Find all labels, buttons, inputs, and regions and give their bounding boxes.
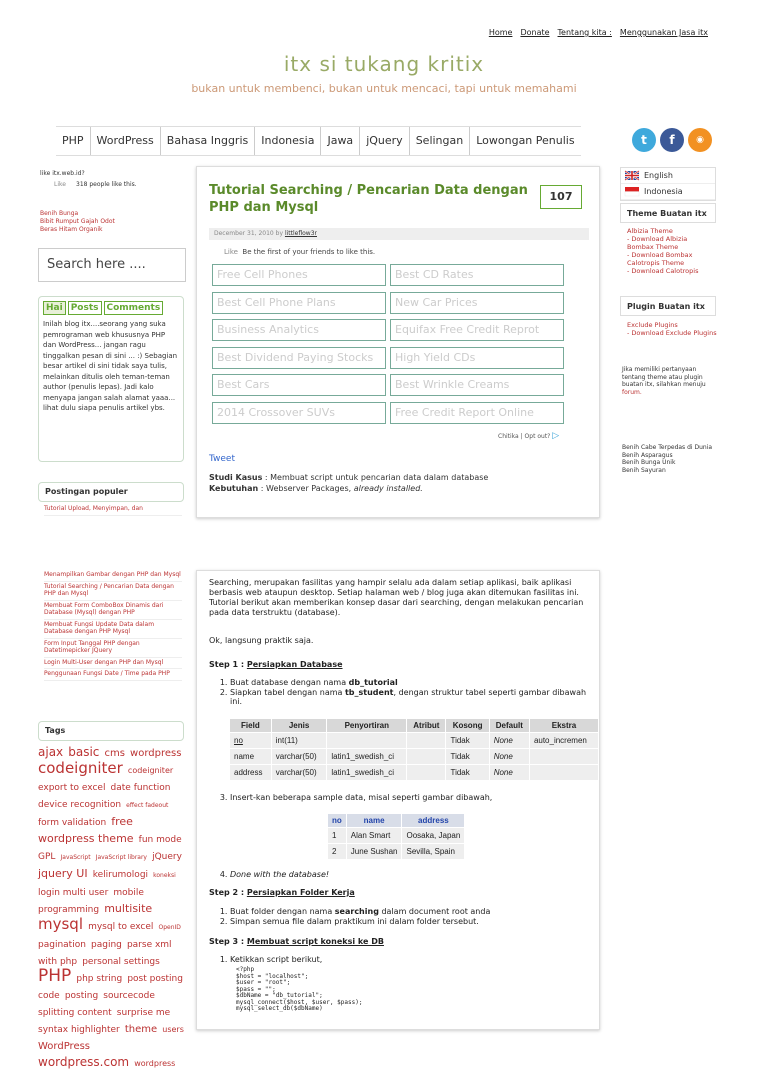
- top-link-donate[interactable]: Donate: [520, 28, 550, 37]
- ad-choices[interactable]: [498, 431, 559, 441]
- left-links: [40, 210, 115, 234]
- step2-title: Persiapkan Folder Kerja: [246, 888, 355, 897]
- table-cell: Sevilla, Spain: [402, 844, 465, 860]
- content-intro: Searching, merupakan fasilitas yang hampir selalu ada dalam setiap aplikasi, baik aplikasi berbasis web ataupun desktop. Setiap halaman web / blog juga akan ditemukan fasilitas ini. Tutorial berikut akan memberikan konsep dasar dari searching, dengan melakukan pencarian pada data terstruktu (database).: [209, 578, 584, 617]
- popular-widget-title: Postingan populer: [38, 482, 184, 502]
- contact-message: Jika memiliki pertanyaan tentang theme atau plugin buatan itx, silahkan menuju: [622, 366, 706, 388]
- tag-link[interactable]: mobile programming: [38, 888, 144, 915]
- ad-link[interactable]: Free Credit Report Online: [390, 402, 564, 424]
- tag-link[interactable]: syntax highlighter: [38, 1025, 120, 1035]
- nav-item-bahasa-inggris[interactable]: Bahasa Inggris: [161, 127, 255, 155]
- top-link-home[interactable]: Home: [488, 28, 513, 37]
- tag-link[interactable]: koneksi: [153, 872, 176, 879]
- table-header: Kosong: [446, 719, 489, 733]
- item-text: Siapkan tabel dengan nama: [230, 687, 345, 697]
- lang-label: Indonesia: [644, 187, 683, 196]
- table-header: address: [402, 814, 465, 828]
- uk-flag-icon: [625, 171, 639, 180]
- theme-list: [627, 227, 723, 275]
- comment-count[interactable]: 107: [540, 185, 582, 209]
- seed-link[interactable]: Benih Sayuran: [622, 466, 666, 474]
- tag-link[interactable]: wordpress: [130, 748, 182, 759]
- table-cell: None: [489, 733, 529, 749]
- table-cell: 2: [328, 844, 347, 860]
- indonesia-flag-icon: [625, 187, 639, 196]
- table-cell: int(11): [271, 733, 327, 749]
- tag-link[interactable]: basic: [68, 745, 100, 759]
- theme-link[interactable]: Albizia Theme: [627, 227, 673, 235]
- table-header: Atribut: [407, 719, 446, 733]
- tag-link[interactable]: splitting content: [38, 1008, 112, 1018]
- popular-item[interactable]: Tutorial Searching / Pencarian Data dengan PHP dan Mysql: [44, 582, 182, 601]
- main-nav: [56, 126, 581, 156]
- post-by: by: [275, 230, 284, 237]
- tag-link[interactable]: pagination: [38, 940, 86, 950]
- list-item: 1. Ketikkan script berikut,: [230, 955, 598, 965]
- post-author[interactable]: littleflow3r: [284, 230, 317, 237]
- kebutuhan-label: Kebutuhan: [209, 484, 259, 493]
- step2-heading: Step 2 : Persiapkan Folder Kerja: [209, 888, 355, 897]
- table-cell: latin1_swedish_ci: [327, 749, 407, 765]
- tag-link[interactable]: sourcecode: [103, 991, 155, 1001]
- seed-links: [622, 444, 716, 474]
- tag-link[interactable]: posting: [64, 991, 99, 1001]
- twitter-icon[interactable]: t: [632, 128, 656, 152]
- nav-item-wordpress[interactable]: WordPress: [91, 127, 161, 155]
- table-cell: [529, 765, 598, 781]
- table-header: no: [328, 814, 347, 828]
- tag-link[interactable]: theme: [124, 1024, 158, 1035]
- tag-link[interactable]: jQuery: [152, 852, 182, 862]
- tag-link[interactable]: JavaScript library: [95, 854, 147, 861]
- popular-item[interactable]: Penggunaan Fungsi Date / Time pada PHP: [44, 669, 182, 681]
- tag-link[interactable]: export to excel: [38, 783, 106, 793]
- item-bold: db_tutorial: [348, 678, 398, 687]
- table-row: [230, 733, 599, 749]
- table-row: [328, 844, 465, 860]
- popular-item[interactable]: Form Input Tanggal PHP dengan Datetimepicker JQuery: [44, 639, 182, 658]
- item-text: Buat database dengan nama: [230, 678, 349, 687]
- post-like: [224, 248, 375, 256]
- tag-link[interactable]: wordpress: [134, 1059, 176, 1068]
- tag-link[interactable]: effect fadeout: [126, 802, 169, 809]
- popular-first: [44, 504, 182, 516]
- table-cell: Tidak: [446, 765, 489, 781]
- tag-link[interactable]: mysql: [38, 915, 83, 933]
- table-cell: [327, 733, 407, 749]
- plugin-list: [627, 321, 723, 337]
- list-item: [230, 907, 598, 917]
- step3-title: Membuat script koneksi ke DB: [246, 937, 384, 946]
- table-header: Ekstra: [529, 719, 598, 733]
- step2-num: Step 2: [209, 888, 239, 897]
- table-header: Field: [230, 719, 272, 733]
- theme-link[interactable]: - Download Bombax: [627, 251, 693, 259]
- tag-link[interactable]: users: [162, 1025, 184, 1034]
- site-tagline: bukan untuk membenci, bukan untuk mencaci, tapi untuk memahami: [191, 82, 577, 95]
- tab-posts[interactable]: Posts: [68, 301, 102, 315]
- nav-item-selingan[interactable]: Selingan: [410, 127, 471, 155]
- theme-widget-title: Theme Buatan itx: [620, 203, 716, 223]
- seed-link[interactable]: Benih Asparagus: [622, 451, 673, 459]
- list-item: 3. Insert-kan beberapa sample data, misal seperti gambar dibawah,: [230, 793, 598, 803]
- theme-link[interactable]: - Download Calotropis: [627, 267, 699, 275]
- ad-link[interactable]: New Car Prices: [390, 292, 564, 314]
- ad-link[interactable]: Best Wrinkle Creams: [390, 374, 564, 396]
- table-header: Default: [489, 719, 529, 733]
- tag-link[interactable]: form validation: [38, 818, 107, 828]
- rss-icon[interactable]: ◉: [688, 128, 712, 152]
- post-like-button[interactable]: Like: [224, 248, 238, 256]
- site-title[interactable]: itx si tukang kritix: [283, 52, 485, 76]
- table-cell: address: [230, 765, 272, 781]
- tag-link[interactable]: device recognition: [38, 800, 122, 810]
- plugin-widget-title: Plugin Buatan itx: [620, 296, 716, 316]
- lang-english[interactable]: [621, 168, 715, 184]
- studi-text: : Membuat script untuk pencarian data dalam database: [262, 473, 489, 482]
- like-question: like itx.web.id?: [40, 170, 85, 177]
- tag-link[interactable]: JavaScript: [60, 854, 91, 861]
- post-date: December 31, 2010: [214, 230, 274, 237]
- item-text: Buat folder dengan nama: [230, 907, 335, 916]
- tag-link[interactable]: wordpress.com: [38, 1055, 130, 1069]
- step3-heading: Step 3 : Membuat script koneksi ke DB: [209, 937, 384, 946]
- tag-link[interactable]: kelirumologi: [92, 870, 149, 880]
- seed-link[interactable]: Benih Cabe Terpedas di Dunia: [622, 444, 713, 451]
- table-cell: [407, 733, 446, 749]
- list-item: [230, 688, 598, 707]
- kebutuhan-text: : Webserver Packages,: [258, 484, 354, 493]
- table-row: [230, 765, 599, 781]
- table-cell: [529, 749, 598, 765]
- language-switcher: [620, 167, 716, 201]
- table-cell: 1: [328, 828, 347, 844]
- tag-cloud: [38, 744, 184, 1071]
- left-link[interactable]: Benih Bunga: [40, 210, 79, 217]
- nav-item-php[interactable]: PHP: [56, 127, 91, 155]
- seed-link[interactable]: Benih Bunga Unik: [622, 459, 676, 466]
- table-header: name: [346, 814, 402, 828]
- table-cell: name: [230, 749, 272, 765]
- nav-item-lowongan[interactable]: Lowongan Penulis: [476, 134, 575, 147]
- post-intro: [209, 472, 488, 494]
- list-item: [230, 678, 598, 688]
- step1-list: [218, 678, 598, 707]
- theme-link[interactable]: Calotropis Theme: [627, 259, 685, 267]
- search-input[interactable]: [38, 248, 186, 282]
- table-cell: Oosaka, Japan: [402, 828, 465, 844]
- nav-item-jquery[interactable]: jQuery: [360, 127, 410, 155]
- contact-text: [622, 366, 716, 396]
- ad-link[interactable]: Equifax Free Credit Reprot: [390, 319, 564, 341]
- tags-widget-title: Tags: [38, 721, 184, 741]
- content-ok: Ok, langsung praktik saja.: [209, 636, 314, 645]
- about-tabbox: [38, 296, 184, 462]
- nav-item-indonesia[interactable]: Indonesia: [255, 127, 321, 155]
- forum-link[interactable]: forum.: [622, 388, 642, 396]
- popular-list: [44, 570, 182, 681]
- step1-heading: Step 1 : Persiapkan Database: [209, 660, 343, 669]
- tag-link[interactable]: codeigniter: [127, 766, 174, 775]
- top-link-services[interactable]: Menggunakan Jasa itx: [619, 28, 708, 37]
- table-cell: Tidak: [446, 733, 489, 749]
- tag-link[interactable]: date function: [110, 783, 171, 793]
- popular-item[interactable]: Tutorial Upload, Menyimpan, dan: [44, 504, 182, 516]
- step1-list-4: [218, 870, 598, 880]
- ad-link[interactable]: Business Analytics: [212, 319, 386, 341]
- lang-label: English: [644, 171, 673, 180]
- list-item: 2. Simpan semua file dalam praktikum ini dalam folder tersebut.: [230, 917, 598, 927]
- table-row: [328, 828, 465, 844]
- left-link[interactable]: Bibit Rumput Gajah Odot: [40, 218, 115, 225]
- like-count: 318 people like this.: [76, 181, 137, 188]
- table-header: Jenis: [271, 719, 327, 733]
- table-header: Penyortiran: [327, 719, 407, 733]
- tab-hai[interactable]: Hai: [43, 301, 66, 315]
- table-structure-image: [229, 718, 599, 781]
- ad-link[interactable]: 2014 Crossover SUVs: [212, 402, 386, 424]
- code-block: <?php $host = "localhost"; $user = "root"; $pass = ""; $dbName = "db_tutorial"; mysql_connect($host, $user, $pass); mysql_select_db($dbName): [236, 966, 363, 1012]
- lang-indonesia[interactable]: [621, 184, 715, 200]
- ad-choices-label: Chitika | Opt out?: [498, 433, 551, 440]
- left-link[interactable]: Beras Hitam Organik: [40, 226, 103, 233]
- tag-link[interactable]: jquery UI: [38, 867, 88, 880]
- ad-link[interactable]: High Yield CDs: [390, 347, 564, 369]
- table-cell: Alan Smart: [346, 828, 402, 844]
- tag-link[interactable]: personal settings: [82, 957, 160, 967]
- tag-link[interactable]: OpenID: [158, 924, 181, 931]
- popular-item[interactable]: Membuat Form ComboBox Dinamis dari Database (Mysql) dengan PHP: [44, 601, 182, 620]
- about-tabs: [43, 301, 179, 315]
- item-text: dalam document root anda: [378, 907, 491, 916]
- table-cell: [407, 749, 446, 765]
- tag-link[interactable]: codeigniter: [38, 759, 123, 777]
- tag-link[interactable]: login multi user: [38, 888, 109, 898]
- top-links: [489, 28, 708, 37]
- tag-link[interactable]: php string: [76, 974, 123, 984]
- table-cell: latin1_swedish_ci: [327, 765, 407, 781]
- plugin-link[interactable]: Exclude Plugins: [627, 321, 678, 329]
- list-item: [230, 870, 598, 880]
- ad-link[interactable]: Best Dividend Paying Stocks: [212, 347, 386, 369]
- tag-link[interactable]: free wordpress theme: [38, 815, 134, 845]
- item-bold: searching: [334, 907, 379, 916]
- item-bold: tb_student: [344, 687, 394, 697]
- adchoices-icon: ▷: [552, 431, 560, 441]
- tag-link[interactable]: ajax: [38, 745, 64, 759]
- table-sample-data-image: [327, 813, 465, 860]
- studi-label: Studi Kasus: [209, 473, 263, 482]
- table-cell: varchar(50): [271, 749, 327, 765]
- theme-link[interactable]: - Download Albizia: [627, 235, 688, 243]
- tag-link[interactable]: GPL: [38, 852, 56, 862]
- step1-title: Persiapkan Database: [246, 660, 343, 669]
- step1-num: Step 1: [209, 660, 239, 669]
- tag-link[interactable]: WordPress: [38, 1041, 91, 1052]
- item-italic: Done with the database!: [230, 870, 330, 879]
- facebook-icon[interactable]: f: [660, 128, 684, 152]
- ad-link[interactable]: Best Cell Phone Plans: [212, 292, 386, 314]
- post-like-text: Be the first of your friends to like this.: [242, 248, 376, 256]
- post-title[interactable]: Tutorial Searching / Pencarian Data dengan PHP dan Mysql: [209, 183, 528, 215]
- table-cell: None: [489, 749, 529, 765]
- tag-link[interactable]: multisite: [104, 902, 153, 915]
- ad-link[interactable]: Best Cars: [212, 374, 386, 396]
- table-cell: varchar(50): [271, 765, 327, 781]
- popular-item[interactable]: Login Multi-User dengan PHP dan Mysql: [44, 658, 182, 670]
- table-row: [230, 749, 599, 765]
- popular-item[interactable]: Menampilkan Gambar dengan PHP dan Mysql: [44, 570, 182, 582]
- table-cell: Tidak: [446, 749, 489, 765]
- table-cell: auto_incremen: [529, 733, 598, 749]
- item-text: , dengan struktur tabel seperti gambar dibawah ini.: [230, 687, 587, 706]
- tag-link[interactable]: PHP: [38, 966, 72, 986]
- ad-link[interactable]: Free Cell Phones: [212, 264, 386, 286]
- tag-link[interactable]: post posting code: [38, 974, 183, 1001]
- table-header-row: [230, 719, 599, 733]
- nav-item-jawa[interactable]: Jawa: [321, 127, 360, 155]
- step3-list: [218, 955, 598, 965]
- step1-list-3: [218, 793, 598, 803]
- table-cell: None: [489, 765, 529, 781]
- ad-link[interactable]: Best CD Rates: [390, 264, 564, 286]
- plugin-link[interactable]: - Download Exclude Plugins: [627, 329, 717, 337]
- table-cell: no: [230, 733, 272, 749]
- search-placeholder: Search here ....: [47, 257, 146, 272]
- step3-num: Step 3: [209, 937, 239, 946]
- table-header-row: [328, 814, 465, 828]
- about-text: Inilah blog itx....seorang yang suka pemrograman web khususnya PHP dan WordPress... jangan ragu tinggalkan pesan di sini ... :) Sebagian besar artikel di sini tidak saya tulis, melainkan ditulis oleh teman-teman author (penulis lepas). Jadi kalo menyapa jangan salah alamat yaaa... lihat dulu siapa penulis artikel ybs.: [43, 320, 178, 412]
- top-link-about[interactable]: Tentang kita :: [557, 28, 612, 37]
- like-button[interactable]: Like: [54, 181, 66, 188]
- tag-link[interactable]: mysql to excel: [88, 922, 154, 932]
- tag-link[interactable]: cms: [104, 748, 125, 759]
- post-meta: [209, 228, 589, 240]
- tweet-button[interactable]: Tweet: [209, 454, 235, 464]
- table-cell: June Sushan: [346, 844, 402, 860]
- tag-link[interactable]: parse xml with php: [38, 940, 172, 967]
- popular-item[interactable]: Membuat Fungsi Update Data dalam Database dengan PHP Mysql: [44, 620, 182, 639]
- kebutuhan-italic: already installed.: [353, 484, 423, 493]
- tag-link[interactable]: fun mode: [138, 835, 182, 845]
- table-cell: [407, 765, 446, 781]
- tag-link[interactable]: surprise me: [116, 1008, 171, 1018]
- theme-link[interactable]: Bombax Theme: [627, 243, 679, 251]
- tab-comments[interactable]: Comments: [104, 301, 164, 315]
- ad-grid: [212, 264, 598, 424]
- step2-list: [218, 907, 598, 926]
- tag-link[interactable]: paging: [91, 940, 122, 950]
